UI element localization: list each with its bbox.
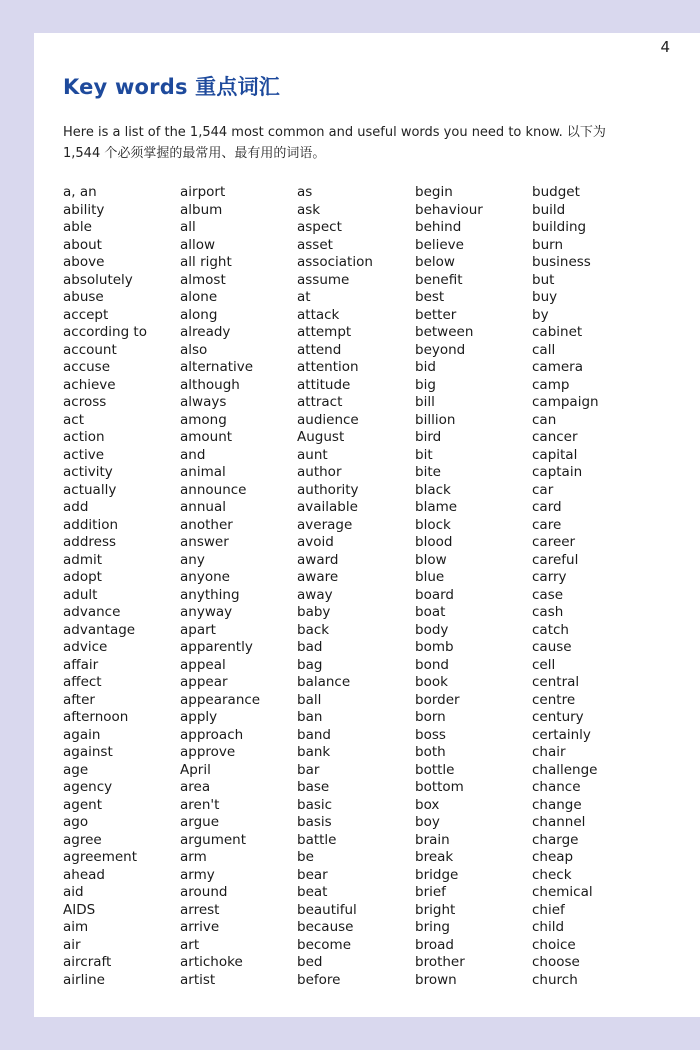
word-item: become bbox=[297, 936, 352, 953]
word-item: blame bbox=[415, 499, 458, 515]
word-list bbox=[63, 184, 663, 994]
word-item: adopt bbox=[63, 569, 102, 585]
word-column-2 bbox=[180, 184, 295, 989]
word-item: although bbox=[180, 376, 240, 393]
word-item: artist bbox=[180, 971, 216, 988]
word-item: better bbox=[415, 306, 457, 323]
word-item: car bbox=[532, 481, 554, 498]
word-item: abuse bbox=[63, 289, 104, 305]
word-item: check bbox=[532, 866, 572, 883]
word-item: aim bbox=[63, 919, 89, 935]
word-item: any bbox=[180, 551, 205, 568]
word-item: bit bbox=[415, 446, 433, 463]
word-item: agree bbox=[63, 831, 102, 848]
word-item: cash bbox=[532, 604, 564, 620]
word-item: afternoon bbox=[63, 709, 129, 725]
word-item: anything bbox=[180, 586, 240, 603]
word-item: camp bbox=[532, 376, 570, 393]
word-item: bring bbox=[415, 919, 450, 935]
word-item: action bbox=[63, 429, 105, 445]
word-item: big bbox=[415, 376, 436, 393]
word-item: argument bbox=[180, 831, 247, 848]
intro-paragraph: Here is a list of the 1,544 most common and useful words you need to know. 以下为 1,544 个必须掌握的最常用、最有用的词语。 bbox=[63, 125, 606, 161]
word-item: admit bbox=[63, 551, 103, 568]
word-item: adult bbox=[63, 586, 98, 603]
word-item: beat bbox=[297, 884, 328, 900]
word-item: a, an bbox=[63, 184, 97, 200]
word-item: channel bbox=[532, 814, 586, 830]
word-item: budget bbox=[532, 184, 580, 200]
word-item: announce bbox=[180, 481, 247, 498]
word-item: begin bbox=[415, 184, 453, 200]
word-item: bed bbox=[297, 954, 323, 970]
word-item: case bbox=[532, 586, 564, 603]
word-item: asset bbox=[297, 236, 333, 253]
word-item: arm bbox=[180, 849, 207, 865]
word-item: affair bbox=[63, 656, 99, 673]
word-item: bear bbox=[297, 866, 328, 883]
word-item: church bbox=[532, 971, 578, 988]
word-item: choice bbox=[532, 936, 576, 953]
word-item: authority bbox=[297, 481, 359, 498]
word-item: airline bbox=[63, 971, 105, 988]
word-item: campaign bbox=[532, 394, 599, 410]
book-page bbox=[34, 33, 700, 1017]
word-item: charge bbox=[532, 831, 579, 848]
word-item: call bbox=[532, 341, 556, 358]
word-item: agreement bbox=[63, 849, 138, 865]
word-item: cell bbox=[532, 656, 556, 673]
word-item: below bbox=[415, 254, 455, 270]
word-item: base bbox=[297, 779, 330, 795]
word-item: behaviour bbox=[415, 201, 483, 218]
word-item: aircraft bbox=[63, 954, 112, 970]
word-item: beyond bbox=[415, 341, 466, 358]
word-item: age bbox=[63, 761, 89, 778]
word-item: aware bbox=[297, 569, 339, 585]
word-item: aid bbox=[63, 884, 84, 900]
word-item: bottle bbox=[415, 761, 455, 778]
word-item: all right bbox=[180, 254, 232, 270]
word-item: among bbox=[180, 411, 227, 428]
word-item: army bbox=[180, 866, 215, 883]
word-item: chance bbox=[532, 779, 581, 795]
word-item: change bbox=[532, 796, 582, 813]
word-item: agency bbox=[63, 779, 113, 795]
word-item: burn bbox=[532, 236, 563, 253]
word-item: annual bbox=[180, 499, 226, 515]
word-item: box bbox=[415, 796, 440, 813]
word-item: boat bbox=[415, 604, 446, 620]
word-item: behind bbox=[415, 219, 462, 235]
word-item: answer bbox=[180, 534, 229, 550]
word-item: ago bbox=[63, 814, 89, 830]
word-item: basis bbox=[297, 814, 332, 830]
word-item: airport bbox=[180, 184, 226, 200]
word-item: achieve bbox=[63, 376, 116, 393]
word-item: careful bbox=[532, 551, 579, 568]
word-item: bag bbox=[297, 656, 323, 673]
word-item: artichoke bbox=[180, 954, 243, 970]
word-item: chief bbox=[532, 901, 565, 918]
word-item: appeal bbox=[180, 656, 226, 673]
word-item: argue bbox=[180, 814, 220, 830]
word-item: actually bbox=[63, 481, 117, 498]
word-item: alternative bbox=[180, 359, 254, 375]
word-item: April bbox=[180, 761, 211, 778]
word-column-1 bbox=[63, 184, 178, 989]
word-item: another bbox=[180, 516, 233, 533]
word-item: black bbox=[415, 481, 451, 498]
word-item: all bbox=[180, 219, 196, 235]
word-item: advance bbox=[63, 604, 121, 620]
word-item: career bbox=[532, 534, 576, 550]
word-item: about bbox=[63, 236, 102, 253]
word-item: by bbox=[532, 306, 549, 323]
word-item: blood bbox=[415, 534, 453, 550]
word-item: as bbox=[297, 184, 313, 200]
word-item: audience bbox=[297, 411, 359, 428]
word-item: be bbox=[297, 849, 314, 865]
word-item: according to bbox=[63, 324, 147, 340]
word-item: attract bbox=[297, 394, 343, 410]
word-item: choose bbox=[532, 954, 580, 970]
word-item: captain bbox=[532, 464, 583, 480]
word-column-5 bbox=[532, 184, 647, 989]
word-item: affect bbox=[63, 674, 102, 690]
word-item: catch bbox=[532, 621, 569, 638]
word-item: brain bbox=[415, 831, 450, 848]
word-item: addition bbox=[63, 516, 119, 533]
word-item: also bbox=[180, 341, 208, 358]
word-item: address bbox=[63, 534, 117, 550]
word-item: can bbox=[532, 411, 557, 428]
word-item: billion bbox=[415, 411, 456, 428]
word-item: ball bbox=[297, 691, 322, 708]
word-item: bond bbox=[415, 656, 449, 673]
word-item: apply bbox=[180, 709, 218, 725]
word-item: art bbox=[180, 936, 200, 953]
word-item: against bbox=[63, 744, 113, 760]
word-item: bar bbox=[297, 761, 320, 778]
word-item: back bbox=[297, 621, 330, 638]
word-item: almost bbox=[180, 271, 226, 288]
word-item: brother bbox=[415, 954, 465, 970]
word-item: bottom bbox=[415, 779, 464, 795]
word-item: account bbox=[63, 341, 117, 358]
word-column-4 bbox=[415, 184, 530, 989]
word-item: approach bbox=[180, 726, 244, 743]
word-item: blue bbox=[415, 569, 445, 585]
word-item: balance bbox=[297, 674, 351, 690]
word-item: best bbox=[415, 289, 445, 305]
word-item: born bbox=[415, 709, 446, 725]
word-item: building bbox=[532, 219, 587, 235]
word-item: bomb bbox=[415, 639, 454, 655]
word-item: bad bbox=[297, 639, 323, 655]
word-item: ahead bbox=[63, 866, 105, 883]
word-item: child bbox=[532, 919, 565, 935]
word-item: avoid bbox=[297, 534, 334, 550]
word-item: again bbox=[63, 726, 101, 743]
word-column-3 bbox=[297, 184, 412, 989]
word-item: animal bbox=[180, 464, 226, 480]
word-item: business bbox=[532, 254, 591, 270]
word-item: AIDS bbox=[63, 901, 96, 918]
word-item: boy bbox=[415, 814, 440, 830]
word-item: always bbox=[180, 394, 227, 410]
word-item: attention bbox=[297, 359, 359, 375]
word-item: body bbox=[415, 621, 449, 638]
word-item: act bbox=[63, 411, 84, 428]
word-item: after bbox=[63, 691, 95, 708]
word-item: ask bbox=[297, 201, 321, 218]
word-item: basic bbox=[297, 796, 333, 813]
word-item: accept bbox=[63, 306, 109, 323]
word-item: but bbox=[532, 271, 555, 288]
word-item: bid bbox=[415, 359, 436, 375]
word-item: author bbox=[297, 464, 342, 480]
word-item: active bbox=[63, 446, 105, 463]
word-item: central bbox=[532, 674, 580, 690]
word-item: board bbox=[415, 586, 454, 603]
word-item: cancer bbox=[532, 429, 578, 445]
word-item: August bbox=[297, 429, 345, 445]
word-item: advantage bbox=[63, 621, 136, 638]
word-item: anyone bbox=[180, 569, 230, 585]
word-item: average bbox=[297, 516, 353, 533]
word-item: appear bbox=[180, 674, 228, 690]
word-item: cause bbox=[532, 639, 572, 655]
word-item: bill bbox=[415, 394, 435, 410]
word-item: bird bbox=[415, 429, 442, 445]
word-item: around bbox=[180, 884, 228, 900]
word-item: bank bbox=[297, 744, 331, 760]
word-item: available bbox=[297, 499, 358, 515]
word-item: bite bbox=[415, 464, 441, 480]
word-item: chair bbox=[532, 744, 566, 760]
word-item: allow bbox=[180, 236, 216, 253]
word-item: carry bbox=[532, 569, 567, 585]
word-item: anyway bbox=[180, 604, 233, 620]
word-item: border bbox=[415, 691, 460, 708]
word-item: above bbox=[63, 254, 105, 270]
word-item: area bbox=[180, 779, 211, 795]
word-item: across bbox=[63, 394, 107, 410]
word-item: both bbox=[415, 744, 446, 760]
word-item: benefit bbox=[415, 271, 463, 288]
word-item: break bbox=[415, 849, 454, 865]
word-item: build bbox=[532, 201, 566, 218]
word-item: activity bbox=[63, 464, 113, 480]
word-item: century bbox=[532, 709, 584, 725]
word-item: broad bbox=[415, 936, 454, 953]
word-item: challenge bbox=[532, 761, 598, 778]
word-item: aspect bbox=[297, 219, 342, 235]
word-item: at bbox=[297, 289, 311, 305]
word-item: camera bbox=[532, 359, 583, 375]
word-item: bright bbox=[415, 901, 456, 918]
word-item: arrive bbox=[180, 919, 220, 935]
word-item: capital bbox=[532, 446, 578, 463]
word-item: attend bbox=[297, 341, 342, 358]
word-item: attempt bbox=[297, 324, 352, 340]
page-number: 4 bbox=[660, 38, 670, 56]
word-item: certainly bbox=[532, 726, 591, 743]
word-item: attitude bbox=[297, 376, 351, 393]
word-item: agent bbox=[63, 796, 102, 813]
word-item: card bbox=[532, 499, 562, 515]
word-item: attack bbox=[297, 306, 340, 323]
word-item: away bbox=[297, 586, 333, 603]
word-item: album bbox=[180, 201, 223, 218]
word-item: battle bbox=[297, 831, 337, 848]
word-item: association bbox=[297, 254, 373, 270]
word-item: air bbox=[63, 936, 81, 953]
word-item: already bbox=[180, 324, 231, 340]
word-item: band bbox=[297, 726, 331, 743]
word-item: advice bbox=[63, 639, 108, 655]
word-item: aren't bbox=[180, 796, 220, 813]
word-item: ability bbox=[63, 201, 105, 218]
word-item: centre bbox=[532, 691, 576, 708]
page-title: Key words 重点词汇 bbox=[63, 75, 280, 99]
word-item: buy bbox=[532, 289, 558, 305]
word-item: along bbox=[180, 306, 218, 323]
word-item: cheap bbox=[532, 849, 574, 865]
word-item: add bbox=[63, 499, 89, 515]
word-item: book bbox=[415, 674, 448, 690]
word-item: chemical bbox=[532, 884, 593, 900]
word-item: baby bbox=[297, 604, 331, 620]
word-item: before bbox=[297, 971, 341, 988]
word-item: alone bbox=[180, 289, 218, 305]
word-item: apparently bbox=[180, 639, 253, 655]
word-item: bridge bbox=[415, 866, 459, 883]
word-item: believe bbox=[415, 236, 464, 253]
word-item: appearance bbox=[180, 691, 261, 708]
word-item: approve bbox=[180, 744, 236, 760]
word-item: accuse bbox=[63, 359, 111, 375]
word-item: brief bbox=[415, 884, 446, 900]
word-item: award bbox=[297, 551, 339, 568]
word-item: blow bbox=[415, 551, 447, 568]
word-item: arrest bbox=[180, 901, 220, 918]
word-item: and bbox=[180, 446, 206, 463]
word-item: absolutely bbox=[63, 271, 133, 288]
word-item: between bbox=[415, 324, 474, 340]
word-item: able bbox=[63, 219, 92, 235]
word-item: cabinet bbox=[532, 324, 583, 340]
word-item: block bbox=[415, 516, 451, 533]
word-item: beautiful bbox=[297, 901, 357, 918]
word-item: brown bbox=[415, 971, 457, 988]
word-item: apart bbox=[180, 621, 216, 638]
word-item: boss bbox=[415, 726, 446, 743]
word-item: ban bbox=[297, 709, 323, 725]
word-item: because bbox=[297, 919, 354, 935]
word-item: care bbox=[532, 516, 562, 533]
word-item: amount bbox=[180, 429, 233, 445]
word-item: aunt bbox=[297, 446, 328, 463]
word-item: assume bbox=[297, 271, 350, 288]
